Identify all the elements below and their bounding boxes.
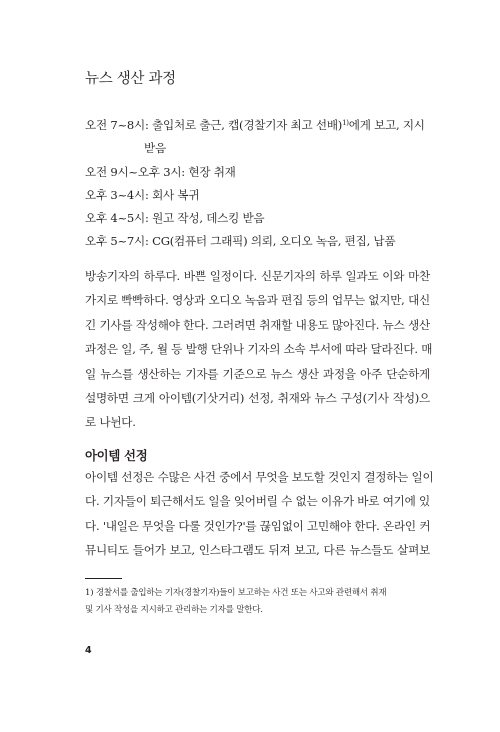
paragraph-line: 로 나뉜다. [85,415,136,430]
schedule-item: 오후 5~7시: CG(컴퓨터 그래픽) 의뢰, 오디오 녹음, 편집, 납품 [85,234,396,249]
schedule-item: 오후 4~5시: 원고 작성, 데스킹 받음 [85,211,265,226]
body-paragraph [85,264,433,435]
schedule-item-text: 오전 7~8시: 출입처로 출근, 캡(경찰기자 최고 선배) [85,118,343,132]
subsection-title: 아이템 선정 [85,448,148,463]
body-paragraph [85,465,434,563]
schedule-item-text: 에게 보고, 지시 [348,118,425,132]
paragraph-line: 긴 기사를 작성해야 한다. 그러려면 취재할 내용도 많아진다. 뉴스 생산 [85,317,430,332]
paragraph-line: 뮤니티도 들어가 보고, 인스타그램도 뒤져 보고, 다른 뉴스들도 살펴보 [85,543,430,558]
paragraph-line: 가지로 빡빡하다. 영상과 오디오 녹음과 편집 등의 업무는 없지만, 대신 [85,293,430,308]
schedule-item-continuation: 받음 [144,141,166,156]
schedule-item: 오전 9시~오후 3시: 현장 취재 [85,164,236,179]
paragraph-line: 설명하면 크게 아이템(기삿거리) 선정, 취재와 뉴스 구성(기사 작성)으 [85,391,430,406]
schedule-list [85,114,430,254]
page-number: 4 [85,645,92,656]
paragraph-line: 방송기자의 하루다. 바쁜 일정이다. 신문기자의 하루 일과도 이와 마찬 [85,269,430,283]
paragraph-line: 과정은 일, 주, 월 등 발행 단위나 기자의 소속 부서에 따라 달라진다. 매 [85,342,433,357]
schedule-item [85,114,430,137]
section-title: 뉴스 생산 과정 [85,71,176,87]
footnote-reference[interactable]: 1) [342,119,349,127]
paragraph-line: 다. 기자들이 퇴근해서도 일을 잊어버릴 수 없는 이유가 바로 여기에 있 [85,494,430,509]
footnote-line: 및 기사 작성을 지시하고 관리하는 기자를 말한다. [85,605,263,615]
paragraph-line: 아이템 선정은 수많은 사건 중에서 무엇을 보도할 것인지 결정하는 일이 [85,470,434,484]
footnote-divider [85,578,122,579]
paragraph-line: 일 뉴스를 생산하는 기자를 기준으로 뉴스 생산 과정을 아주 단순하게 [85,366,430,381]
footnote [85,585,430,619]
footnote-line: 1) 경찰서를 출입하는 기자(경찰기자)들이 보고하는 사건 또는 사고와 관련해서 취재 [85,588,387,598]
schedule-item: 오후 3~4시: 회사 복귀 [85,187,200,202]
paragraph-line: 다. '내일은 무엇을 다룰 것인가?'를 끊임없이 고민해야 한다. 온라인 커 [85,518,431,533]
